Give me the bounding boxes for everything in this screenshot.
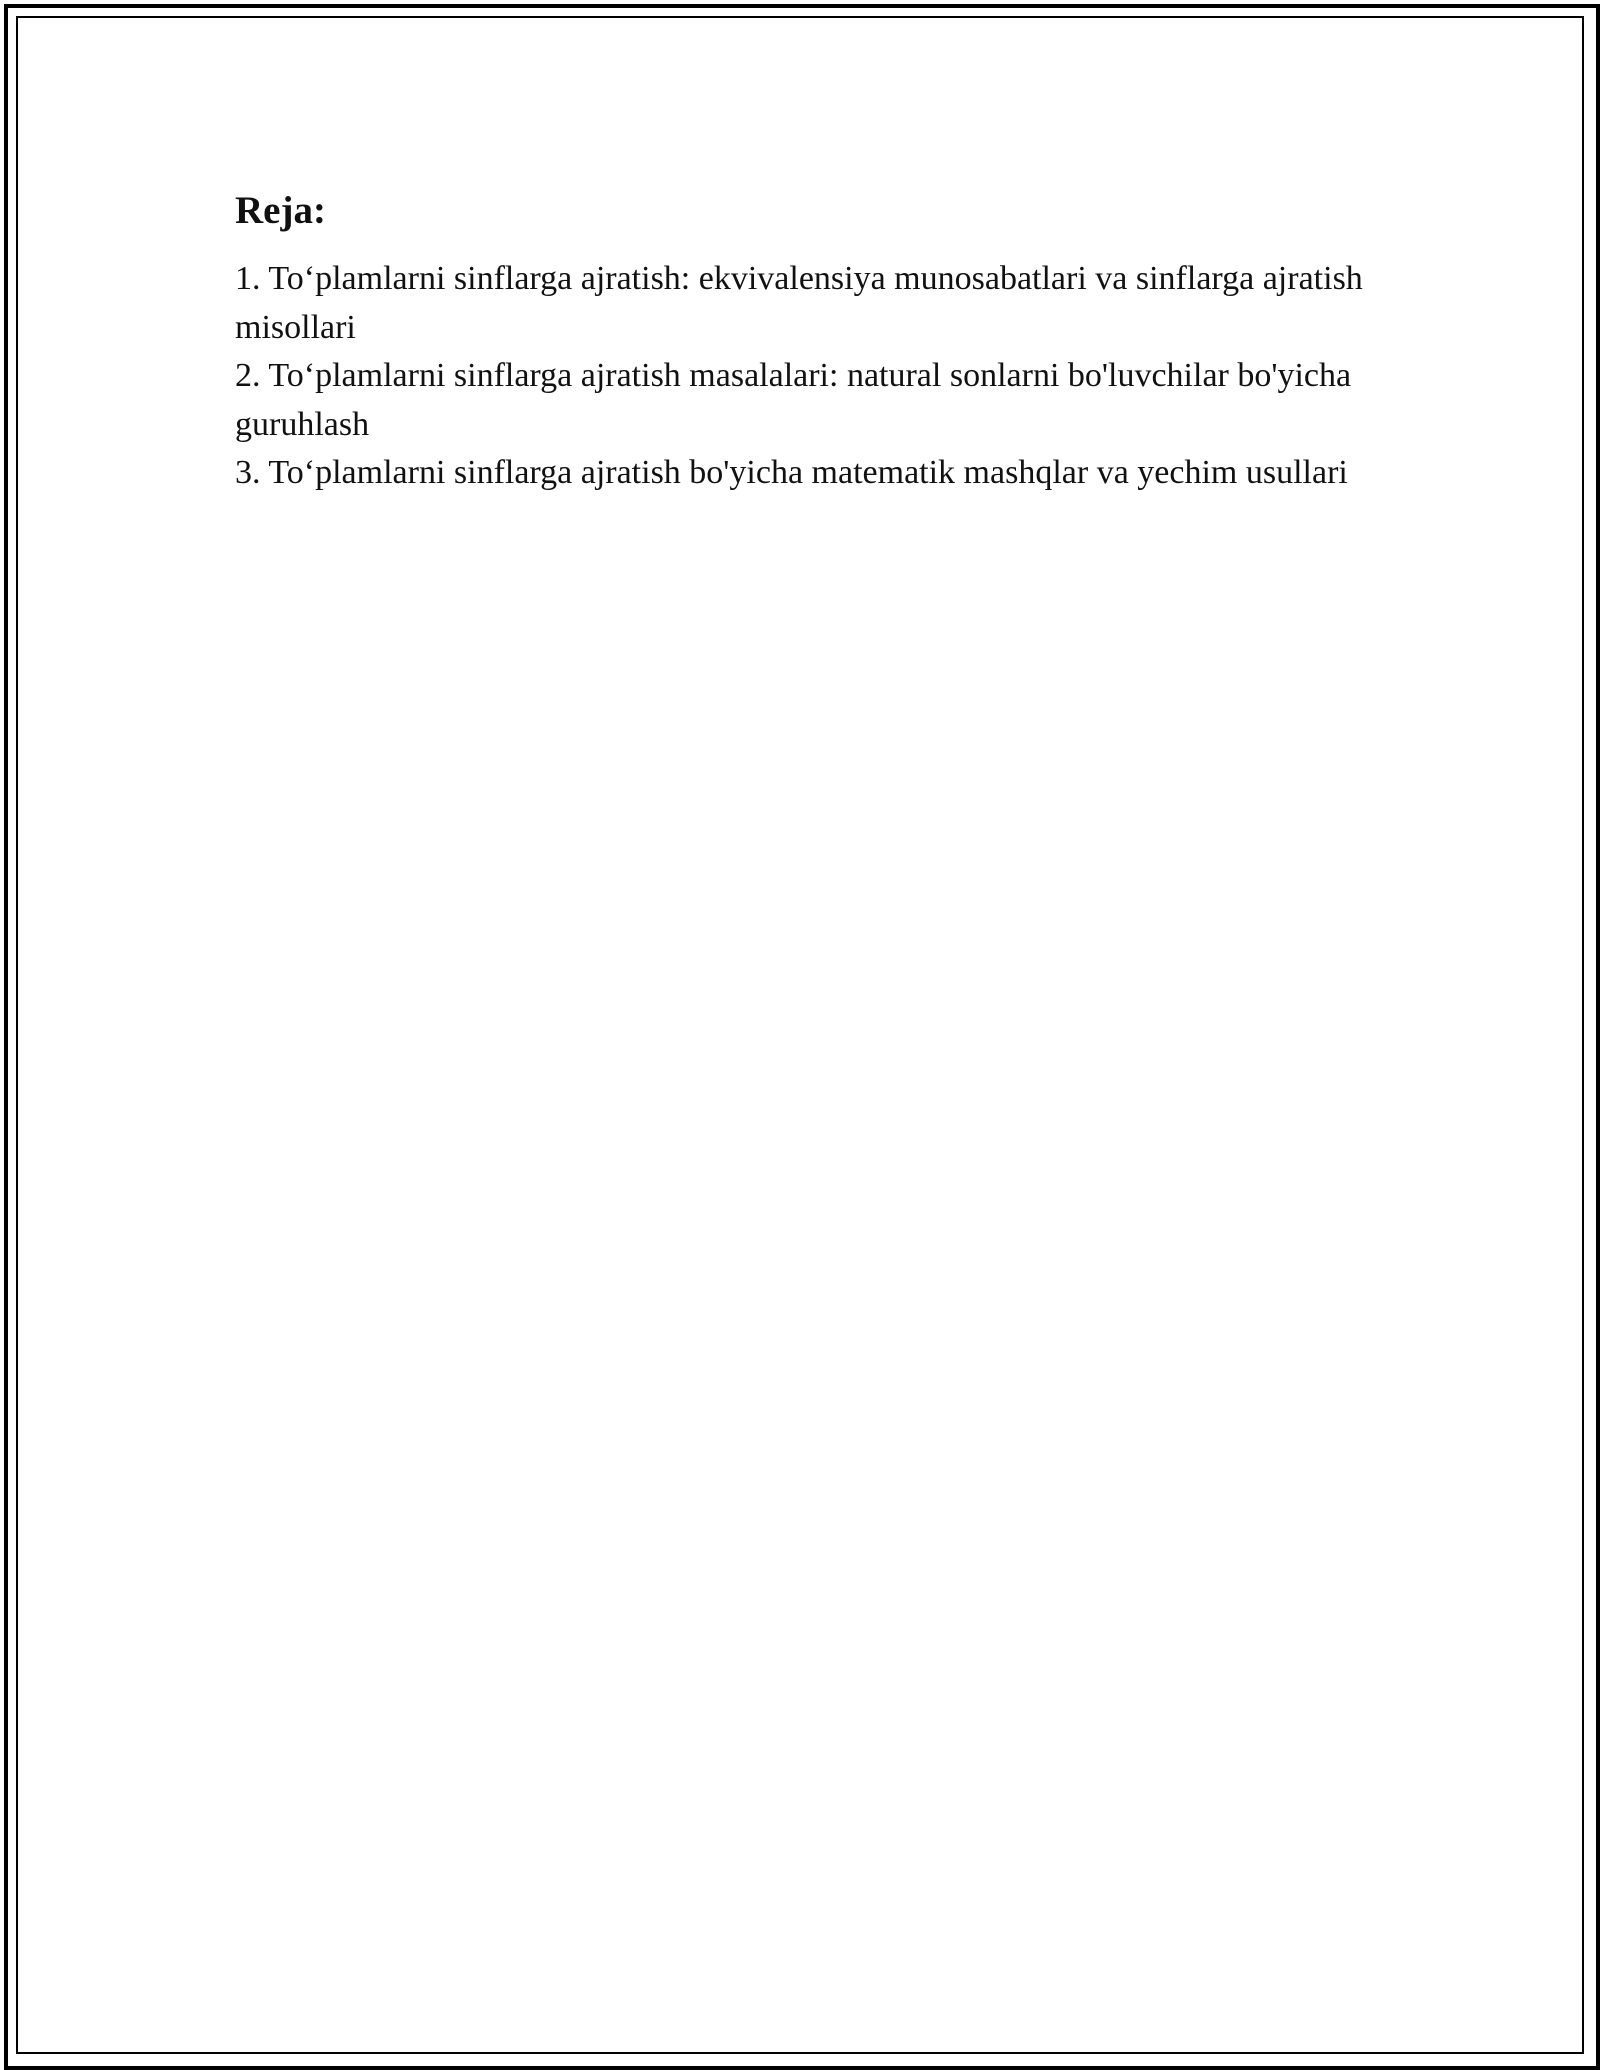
page-content (235, 185, 1365, 498)
plan-heading: Reja: (235, 189, 326, 232)
plan-item-3: 3. To‘plamlarni sinflarga ajratish bo'yicha matematik mashqlar va yechim usullari (235, 454, 1348, 491)
plan-item-2: 2. To‘plamlarni sinflarga ajratish masalalari: natural sonlarni bo'luvchilar bo'yicha guruhlash (235, 357, 1352, 443)
plan-list (235, 255, 1365, 498)
plan-item-1: 1. To‘plamlarni sinflarga ajratish: ekvivalensiya munosabatlari va sinflarga ajratish misollari (235, 260, 1363, 346)
